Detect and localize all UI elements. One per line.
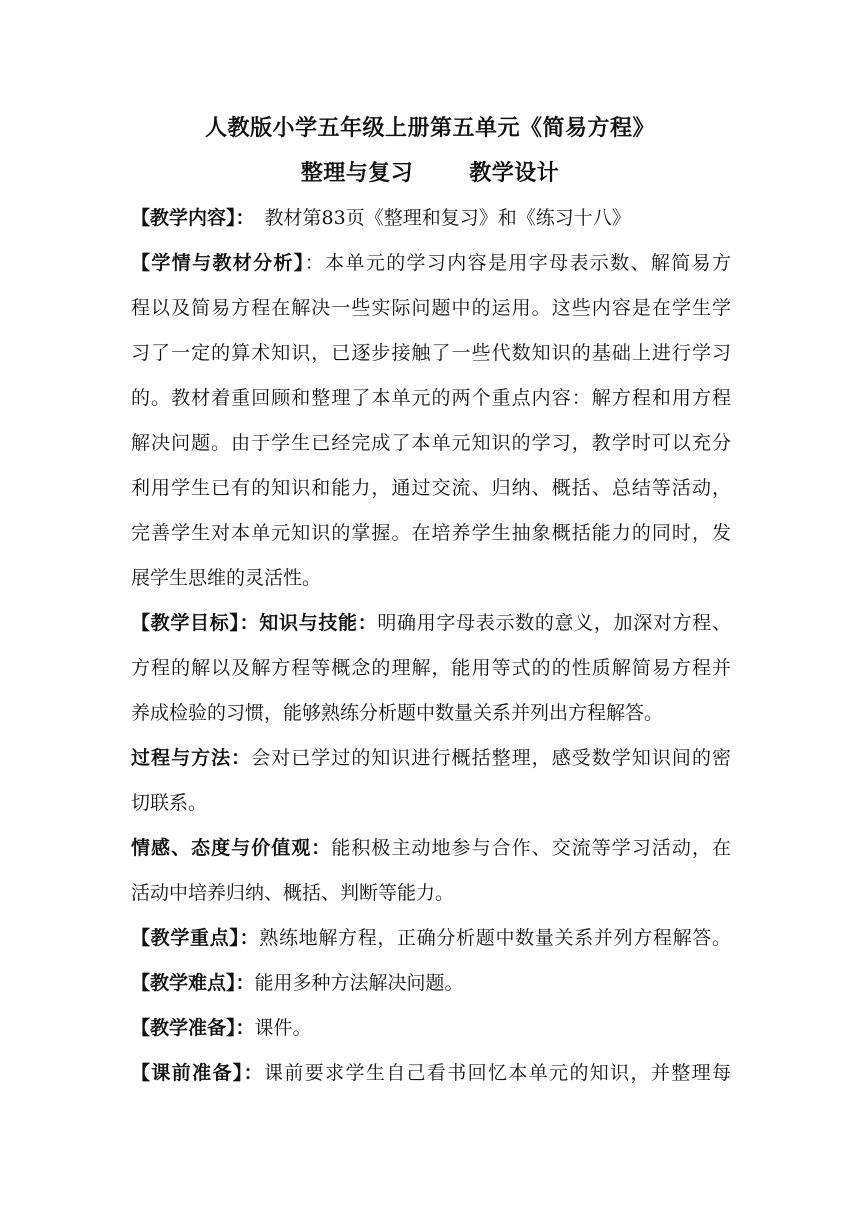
analysis-line: 的。教材着重回顾和整理了本单元的两个重点内容：解方程和用方程 — [131, 387, 731, 409]
difficulties-text: 能用多种方法解决问题。 — [254, 972, 464, 994]
subtitle-part-design: 教学设计 — [469, 160, 560, 186]
analysis-line: ：本单元的学习内容是用字母表示数、解简易方 — [304, 252, 731, 274]
section-difficulties — [131, 961, 731, 1006]
section-goals — [131, 601, 731, 736]
key-points-text: 熟练地解方程，正确分析题中数量关系并列方程解答。 — [259, 927, 731, 949]
analysis-line: 完善学生对本单元知识的掌握。在培养学生抽象概括能力的同时，发 — [131, 522, 731, 544]
emotion-line: 能积极主动地参与合作、交流等学习活动，在 — [331, 837, 731, 859]
analysis-line: 习了一定的算术知识，已逐步接触了一些代数知识的基础上进行学习 — [131, 342, 731, 364]
goals-line: 养成检验的习惯，能够熟练分析题中数量关系并列出方程解答。 — [131, 702, 664, 724]
section-preparation — [131, 1006, 731, 1051]
section-process — [131, 736, 731, 826]
pre-class-text: 课前要求学生自己看书回忆本单元的知识，并整理每 — [264, 1062, 731, 1084]
section-emotion — [131, 826, 731, 916]
section-analysis — [131, 241, 731, 601]
teaching-content-label: 【教学内容】： — [131, 207, 255, 229]
goals-line: 方程的解以及解方程等概念的理解，能用等式的的性质解简易方程并 — [131, 657, 731, 679]
preparation-label: 【教学准备】： — [131, 1017, 255, 1039]
section-key-points — [131, 916, 731, 961]
analysis-line: 展学生思维的灵活性。 — [131, 567, 322, 589]
emotion-label: 情感、态度与价值观： — [131, 837, 332, 859]
key-points-label: 【教学重点】： — [131, 927, 260, 949]
subtitle-part-review: 整理与复习 — [300, 160, 414, 186]
teaching-content-text: 教材第83页《整理和复习》和《练习十八》 — [264, 207, 631, 229]
process-line: 会对已学过的知识进行概括整理，感受数学知识间的密 — [251, 747, 731, 769]
goals-label: 【教学目标】： — [131, 612, 260, 634]
analysis-line: 解决问题。由于学生已经完成了本单元知识的学习，教学时可以充分 — [131, 432, 731, 454]
emotion-line: 活动中培养归纳、概括、判断等能力。 — [131, 882, 455, 904]
analysis-line: 程以及简易方程在解决一些实际问题中的运用。这些内容是在学生学 — [131, 297, 731, 319]
analysis-line: 利用学生已有的知识和能力，通过交流、归纳、概括、总结等活动， — [131, 477, 731, 499]
document-subtitle — [0, 158, 860, 188]
goals-knowledge-label: 知识与技能： — [259, 612, 378, 634]
analysis-label: 【学情与教材分析】 — [131, 252, 305, 274]
section-teaching-content — [131, 196, 731, 241]
preparation-text: 课件。 — [254, 1017, 312, 1039]
process-label: 过程与方法： — [131, 747, 252, 769]
process-line: 切联系。 — [131, 792, 208, 814]
document-title: 人教版小学五年级上册第五单元《简易方程》 — [204, 115, 655, 141]
difficulties-label: 【教学难点】： — [131, 972, 255, 994]
goals-line: 明确用字母表示数的意义，加深对方程、 — [377, 612, 731, 634]
section-pre-class — [131, 1051, 731, 1096]
pre-class-label: 【课前准备】： — [131, 1062, 265, 1084]
